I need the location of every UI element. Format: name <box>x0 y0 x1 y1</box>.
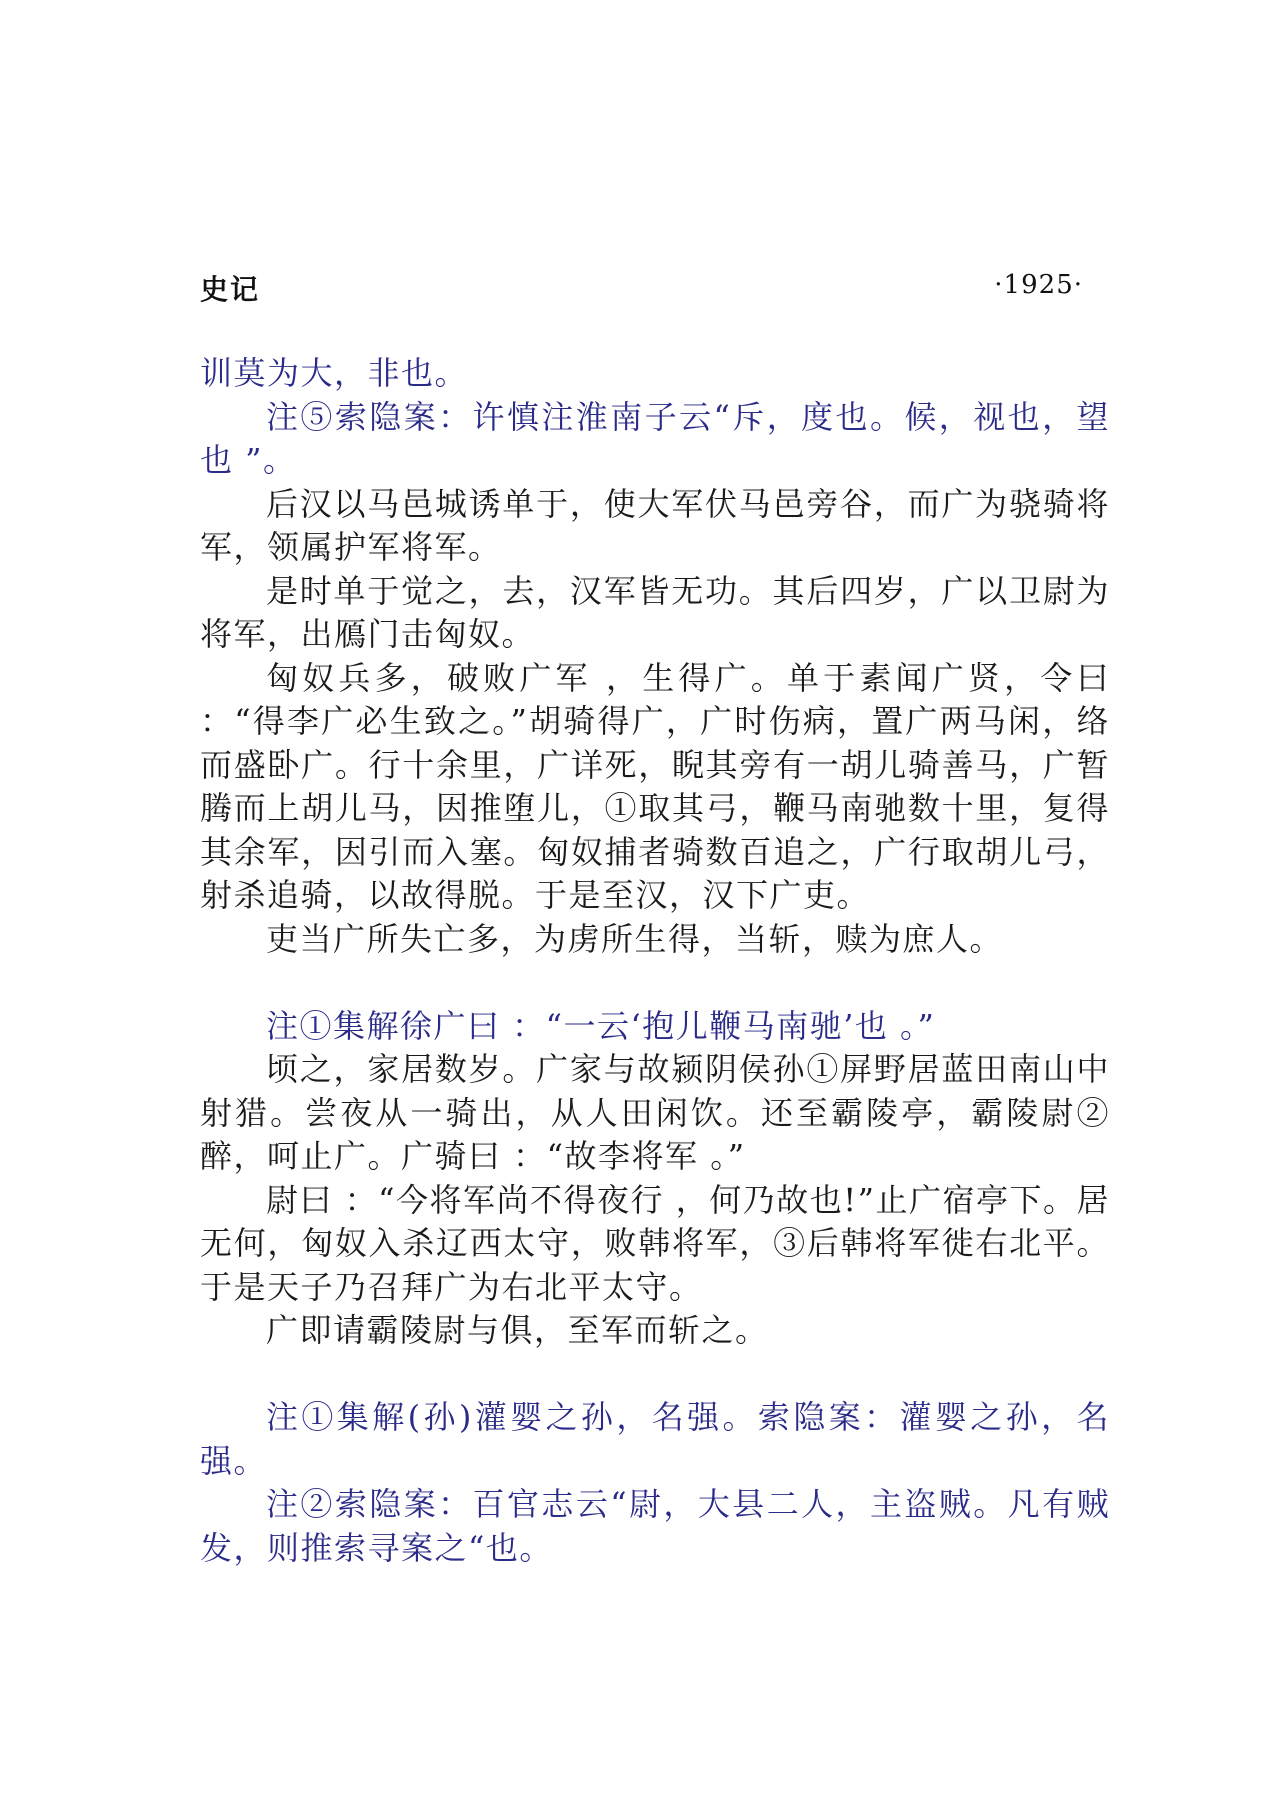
section-gap <box>200 961 1110 1005</box>
book-title: 史记 <box>200 273 261 306</box>
page-number: ·1925· <box>994 270 1083 300</box>
paragraph-note: 训莫为大，非也。 <box>200 354 469 392</box>
page-header <box>200 268 1083 310</box>
paragraph-body: 广即请霸陵尉与俱，至军而斩之。 <box>266 1311 769 1349</box>
page-body <box>200 352 1110 1570</box>
paragraph-body: 是时单于觉之，去，汉军皆无功。其后四岁，广以卫尉为将军，出鴈门击匈奴。 <box>200 571 1110 653</box>
paragraph-body: 尉曰 ：“今将军尚不得夜行 ，何乃故也!”止广宿亭下。居无何，匈奴入杀辽西太守，败韩将军，③后韩将军徙右北平。于是天子乃召拜广为右北平太守。 <box>200 1180 1110 1306</box>
paragraph-body: 后汉以马邑城诱单于，使大军伏马邑旁谷，而广为骁骑将军，领属护军将军。 <box>200 484 1110 566</box>
section-gap <box>200 1353 1110 1397</box>
paragraph-body: 顷之，家居数岁。广家与故颍阴侯孙①屏野居蓝田南山中射猎。尝夜从一骑出，从人田闲饮。还至霸陵亭，霸陵尉②醉，呵止广。广骑曰 ：“故李将军 。” <box>200 1050 1110 1175</box>
paragraph-note: 注①集解徐广曰 ：“一云‘抱儿鞭马南驰’也 。” <box>266 1006 936 1045</box>
paragraph-body: 吏当广所失亡多，为虏所生得，当斩，赎为庶人。 <box>266 919 1004 958</box>
paragraph-body: 匈奴兵多，破败广军 ，生得广。单于素闻广贤，令曰 ：“得李广必生致之。”胡骑得广，广时伤病，置广两马闲，络而盛卧广。行十余里，广详死，睨其旁有一胡儿骑善马，广暂腾而上胡儿马，因推堕儿，①取其弓，鞭马南驰数十里，复得其余军，因引而入塞。匈奴捕者骑数百追之，广行取胡儿弓，射杀追骑，以故得脱。于是至汉，汉下广吏。 <box>200 658 1110 914</box>
paragraph-note: 注①集解(孙)灌婴之孙，名强。索隐案：灌婴之孙，名强。 <box>200 1398 1110 1480</box>
paragraph-note: 注⑤索隐案：许慎注淮南子云“斥，度也。候，视也，望也 ”。 <box>200 397 1110 479</box>
paragraph-note: 注②索隐案：百官志云“尉，大县二人，主盗贼。凡有贼发，则推索寻案之“也。 <box>200 1485 1110 1567</box>
